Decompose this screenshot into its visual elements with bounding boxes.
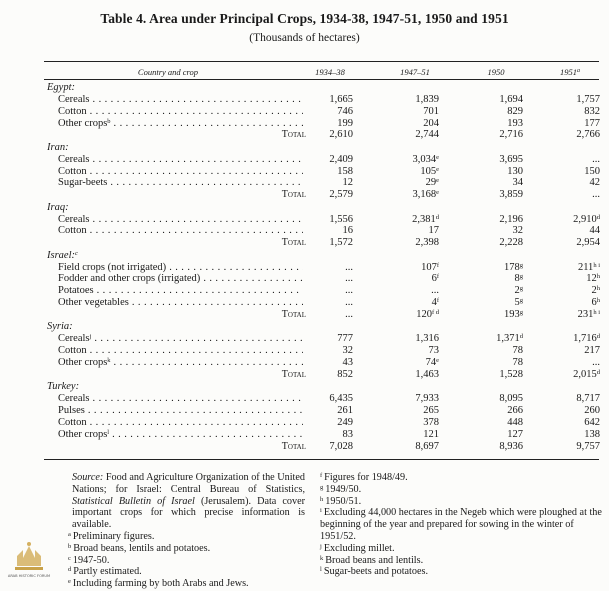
- source-note: Source: Food and Agriculture Organization of the United Nations; for Israel: Central Bureau of Statistics, Statistical Bulletin of Israel (Jerusalem). Data cover important crops for which precise information is available.: [72, 472, 305, 531]
- table-cell: 3,034e: [412, 153, 439, 165]
- table-cell: 261: [337, 404, 353, 416]
- table-cell: 17: [428, 225, 439, 237]
- total-value: 2,610: [329, 129, 353, 141]
- total-label: Total: [281, 368, 306, 380]
- table-cell: 3,695: [499, 153, 523, 165]
- footnote-mark: f: [436, 273, 439, 281]
- footnote-mark: e: [68, 578, 71, 586]
- bottom-rule: [44, 459, 599, 460]
- header-1950: 1950: [487, 67, 505, 77]
- table-row: [0, 177, 609, 189]
- country-name: Egypt:: [47, 82, 75, 93]
- notes-left: [60, 472, 305, 590]
- table-cell: 2,409: [329, 153, 353, 165]
- table-row: [0, 214, 609, 226]
- crop-label: Cereals . . .: [58, 94, 303, 106]
- table-cell: 265: [423, 404, 439, 416]
- footnote: $^l$ Sugar-beets and potatoes.: [320, 566, 429, 578]
- total-value: 2,228: [499, 237, 523, 249]
- table-cell: 2$^h$: [591, 285, 600, 297]
- table-cell: 83: [342, 428, 353, 440]
- footnote-mark: b: [68, 542, 72, 550]
- total-row: [0, 129, 609, 141]
- table-cell: 1,694: [499, 93, 523, 105]
- table-cell: $211^{h i}$: [577, 261, 600, 273]
- crop-label: Other crops$^k$ . . .: [58, 357, 303, 369]
- country-name: Turkey:: [47, 381, 80, 393]
- table-row: [0, 225, 609, 237]
- table-cell: 1,757: [576, 93, 600, 105]
- table-cell: 178$^g$: [504, 261, 523, 273]
- table-cell: 74e: [425, 356, 439, 368]
- table-cell: 177: [584, 117, 600, 129]
- table-cell: 199: [337, 117, 353, 129]
- total-row: [0, 441, 609, 453]
- country-row: [0, 250, 609, 262]
- total-value: 193$^g$: [504, 308, 523, 320]
- table-cell: 701: [423, 105, 439, 117]
- table-cell: 121: [423, 428, 439, 440]
- table-cell: 105e: [420, 165, 439, 177]
- country-row: [0, 202, 609, 214]
- total-label: Total: [281, 189, 306, 201]
- table-row: [0, 405, 609, 417]
- footnote-mark: f d: [431, 308, 439, 316]
- table-row: [0, 166, 609, 178]
- total-label: Total: [281, 237, 306, 249]
- header-1947-51: 1947–51: [400, 67, 430, 77]
- total-value: $231^{h i}$: [577, 308, 600, 320]
- table-cell: ...: [592, 356, 600, 368]
- footnote-mark: l: [320, 566, 322, 574]
- crop-label: Cotton . . .: [58, 166, 303, 178]
- table-cell: 260: [584, 404, 600, 416]
- total-value: 7,028: [329, 440, 353, 452]
- table-row: [0, 417, 609, 429]
- table-cell: ...: [345, 261, 353, 273]
- table-cell: 448: [507, 416, 523, 428]
- table-cell: 746: [337, 105, 353, 117]
- table-row: [0, 94, 609, 106]
- header-country-and-crop: Country and crop: [137, 67, 199, 77]
- table-cell: 1,716$^d$: [573, 333, 600, 345]
- footnote-mark: c: [75, 249, 78, 257]
- crop-label: Cereals . . .: [58, 214, 303, 226]
- table-cell: 204: [423, 117, 439, 129]
- table-cell: 16: [342, 225, 353, 237]
- table-cell: 138: [584, 428, 600, 440]
- table-cell: 193: [507, 117, 523, 129]
- table-cell: 777: [337, 333, 353, 345]
- total-value: 9,757: [576, 440, 600, 452]
- country-name: Israel:$^c$: [47, 249, 78, 261]
- table-row: [0, 297, 609, 309]
- footnote-mark: e: [436, 356, 439, 364]
- footnote-mark: d: [596, 368, 600, 376]
- table-cell: ...: [345, 285, 353, 297]
- footnote-mark: k: [107, 356, 111, 364]
- table-cell: 2,910$^d$: [573, 213, 600, 225]
- table-cell: 6$^h$: [591, 297, 600, 309]
- footnote-mark: h: [596, 285, 600, 293]
- table-cell: 249: [337, 416, 353, 428]
- table-row: [0, 345, 609, 357]
- table-row: [0, 429, 609, 441]
- table-cell: 150: [584, 165, 600, 177]
- table-cell: 378: [423, 416, 439, 428]
- footnote-mark: f: [436, 297, 439, 305]
- table-cell: 1,316: [415, 333, 439, 345]
- table-cell: 6,435: [329, 393, 353, 405]
- footnote: $^e$ Including farming by both Arabs and Jews.: [68, 578, 249, 590]
- footnote: $^c$ 1947-50.: [68, 554, 110, 566]
- total-value: 8,697: [415, 440, 439, 452]
- footnote-mark: h: [320, 495, 324, 503]
- table-cell: 266: [507, 404, 523, 416]
- table-cell: 12: [342, 177, 353, 189]
- footnote-mark: h i: [593, 308, 600, 316]
- footnote-mark: f: [436, 261, 439, 269]
- footnote-mark: e: [436, 165, 439, 173]
- table-row: [0, 106, 609, 118]
- table-cell: 1,839: [415, 93, 439, 105]
- total-value: 2,015$^d$: [573, 368, 600, 380]
- crop-label: Pulses . . .: [58, 405, 303, 417]
- table-title: Table 4. Area under Principal Crops, 1934-38, 1947-51, 1950 and 1951: [100, 11, 509, 26]
- country-row: [0, 321, 609, 333]
- footnote-mark: j: [89, 333, 92, 341]
- table-cell: 2,196: [499, 213, 523, 225]
- table-cell: 642: [584, 416, 600, 428]
- total-value: 1,528: [499, 368, 523, 380]
- footnote-mark: b: [107, 117, 111, 125]
- table-cell: 8,095: [499, 393, 523, 405]
- total-label: Total: [281, 308, 306, 320]
- footnote-mark: f: [320, 472, 323, 479]
- footnote: $^i$ Excluding 44,000 hectares in the Negeb which were ploughed at the beginning of the year and prepared for sowing in the winter of 1951/52.: [320, 507, 602, 542]
- table-cell: 44: [589, 225, 600, 237]
- table-cell: 158: [337, 165, 353, 177]
- footnote-mark: g: [519, 285, 523, 293]
- table-cell: 2,381$^d$: [412, 213, 439, 225]
- watermark-text: ARAB HISTORIC FORUM: [7, 574, 51, 578]
- table-cell: 1,556: [329, 213, 353, 225]
- table-row: [0, 273, 609, 285]
- footnote-mark: d: [519, 333, 523, 341]
- footnote-mark: e: [436, 153, 439, 161]
- table-cell: 832: [584, 105, 600, 117]
- table-cell: 8,717: [576, 393, 600, 405]
- table-subtitle: (Thousands of hectares): [249, 32, 360, 44]
- total-value: 8,936: [499, 440, 523, 452]
- crop-label: Sugar-beets . . .: [58, 177, 303, 189]
- top-rule: [44, 61, 599, 62]
- country-name: Iran:: [47, 141, 69, 153]
- footnote-mark: l: [107, 428, 110, 436]
- table-cell: 73: [428, 345, 439, 357]
- country-row: [0, 142, 609, 154]
- footnote-mark: h: [596, 273, 600, 281]
- total-value: 2,744: [415, 129, 439, 141]
- table-cell: 1,371$^d$: [496, 333, 523, 345]
- table-cell: 829: [507, 105, 523, 117]
- crop-label: Cereals . . .: [58, 154, 303, 166]
- total-row: [0, 369, 609, 381]
- footnote-mark: g: [519, 297, 523, 305]
- footnote-mark: g: [519, 273, 523, 281]
- table-cell: 29e: [425, 177, 439, 189]
- crop-label: Cereals$^j$ . . .: [58, 333, 303, 345]
- source-publication: Statistical Bulletin of Israel: [72, 495, 195, 507]
- total-value: 3,859: [499, 189, 523, 201]
- table-cell: 2$^g$: [514, 285, 523, 297]
- table-cell: 78: [512, 356, 523, 368]
- table-cell: 34: [512, 177, 523, 189]
- total-row: [0, 237, 609, 249]
- footnote-mark: e: [436, 177, 439, 185]
- table-row: [0, 118, 609, 130]
- footnote: $^k$ Broad beans and lentils.: [320, 554, 424, 566]
- footnote-mark: e: [436, 189, 439, 197]
- total-value: 2,579: [329, 189, 353, 201]
- footnote-mark: d: [68, 566, 72, 574]
- table-row: [0, 285, 609, 297]
- notes-right: [320, 472, 602, 578]
- footnote-mark: g: [519, 261, 523, 269]
- footnote-mark: i: [320, 507, 322, 515]
- table-cell: 127: [507, 428, 523, 440]
- total-value: 3,168e: [412, 189, 439, 201]
- table-cell: 8$^g$: [514, 273, 523, 285]
- table-cell: 42: [589, 177, 600, 189]
- total-value: 1,463: [415, 368, 439, 380]
- table-cell: 107$^f$: [421, 261, 439, 273]
- table-cell: ...: [345, 273, 353, 285]
- footnote-mark: k: [320, 554, 324, 562]
- total-value: ...: [345, 308, 353, 320]
- total-value: 2,716: [499, 129, 523, 141]
- footnote: $^j$ Excluding millet.: [320, 542, 395, 554]
- table-cell: 78: [512, 345, 523, 357]
- total-value: 1,572: [329, 237, 353, 249]
- table-cell: 4$^f$: [431, 297, 439, 309]
- table-cell: 32: [342, 345, 353, 357]
- footnote-mark: g: [320, 483, 324, 491]
- footnote: $^h$ 1950/51.: [320, 495, 362, 507]
- table-cell: 5$^g$: [514, 297, 523, 309]
- total-value: 2,954: [576, 237, 600, 249]
- crop-label: Cotton . . .: [58, 345, 303, 357]
- total-value: 2,766: [576, 129, 600, 141]
- table-cell: 12$^h$: [586, 273, 600, 285]
- table-cell: ...: [592, 153, 600, 165]
- table-cell: ...: [431, 285, 439, 297]
- footnote-mark: h i: [593, 261, 600, 269]
- total-label: Total: [281, 440, 306, 452]
- table-row: [0, 357, 609, 369]
- crop-label: Other crops$^l$ . . .: [58, 429, 303, 441]
- footnote: $^d$ Partly estimated.: [68, 566, 142, 578]
- total-value: ...: [592, 189, 600, 201]
- footnote-mark: a: [68, 530, 71, 538]
- table-row: [0, 262, 609, 274]
- source-lead: Source:: [72, 472, 104, 483]
- footnote-mark: g: [519, 308, 523, 316]
- crop-label: Fodder and other crops (irrigated) . . .: [58, 273, 303, 285]
- header-1934-38: 1934–38: [315, 67, 345, 77]
- footnote-mark: c: [68, 554, 71, 562]
- footnote-mark: d: [596, 213, 600, 221]
- header-1951: 1951$^a$: [560, 67, 580, 77]
- table-cell: ...: [345, 297, 353, 309]
- forum-seal-watermark: [3, 536, 55, 586]
- country-row: [0, 381, 609, 393]
- footnote: $^b$ Broad beans, lentils and potatoes.: [68, 542, 211, 554]
- footnote-mark: h: [596, 297, 600, 305]
- crop-label: Cotton . . .: [58, 225, 303, 237]
- table-row: [0, 333, 609, 345]
- total-label: Total: [281, 129, 306, 141]
- footnote-mark: d: [596, 333, 600, 341]
- table-cell: 1,665: [329, 93, 353, 105]
- header-rule: [44, 79, 599, 80]
- total-value: 2,398: [415, 237, 439, 249]
- country-name: Iraq:: [47, 201, 69, 213]
- crop-label: Cotton . . .: [58, 417, 303, 429]
- crop-label: Field crops (not irrigated) . . .: [58, 262, 303, 274]
- crop-label: Other crops$^b$ . . .: [58, 118, 303, 130]
- country-name: Syria:: [47, 321, 73, 333]
- footnote-mark: j: [320, 542, 322, 550]
- crop-label: Other vegetables . . .: [58, 297, 303, 309]
- country-row: [0, 82, 609, 94]
- table-cell: 130: [507, 165, 523, 177]
- footnote-mark: d: [435, 213, 439, 221]
- table-row: [0, 154, 609, 166]
- crop-label: Cotton . . .: [58, 106, 303, 118]
- total-row: [0, 189, 609, 201]
- total-value: $120^{f d}$: [416, 308, 439, 320]
- total-row: [0, 309, 609, 321]
- table-cell: 43: [342, 356, 353, 368]
- table-cell: 7,933: [415, 393, 439, 405]
- table-cell: 217: [584, 345, 600, 357]
- footnote: $^g$ 1949/50.: [320, 483, 362, 495]
- table-row: [0, 393, 609, 405]
- footnote: $^f$ Figures for 1948/49.: [320, 472, 408, 483]
- footnote: $^a$ Preliminary figures.: [68, 530, 155, 542]
- table-cell: 6$^f$: [431, 273, 439, 285]
- crop-label: Cereals . . .: [58, 393, 303, 405]
- total-value: 852: [337, 368, 353, 380]
- crop-label: Potatoes . . .: [58, 285, 303, 297]
- table-cell: 32: [512, 225, 523, 237]
